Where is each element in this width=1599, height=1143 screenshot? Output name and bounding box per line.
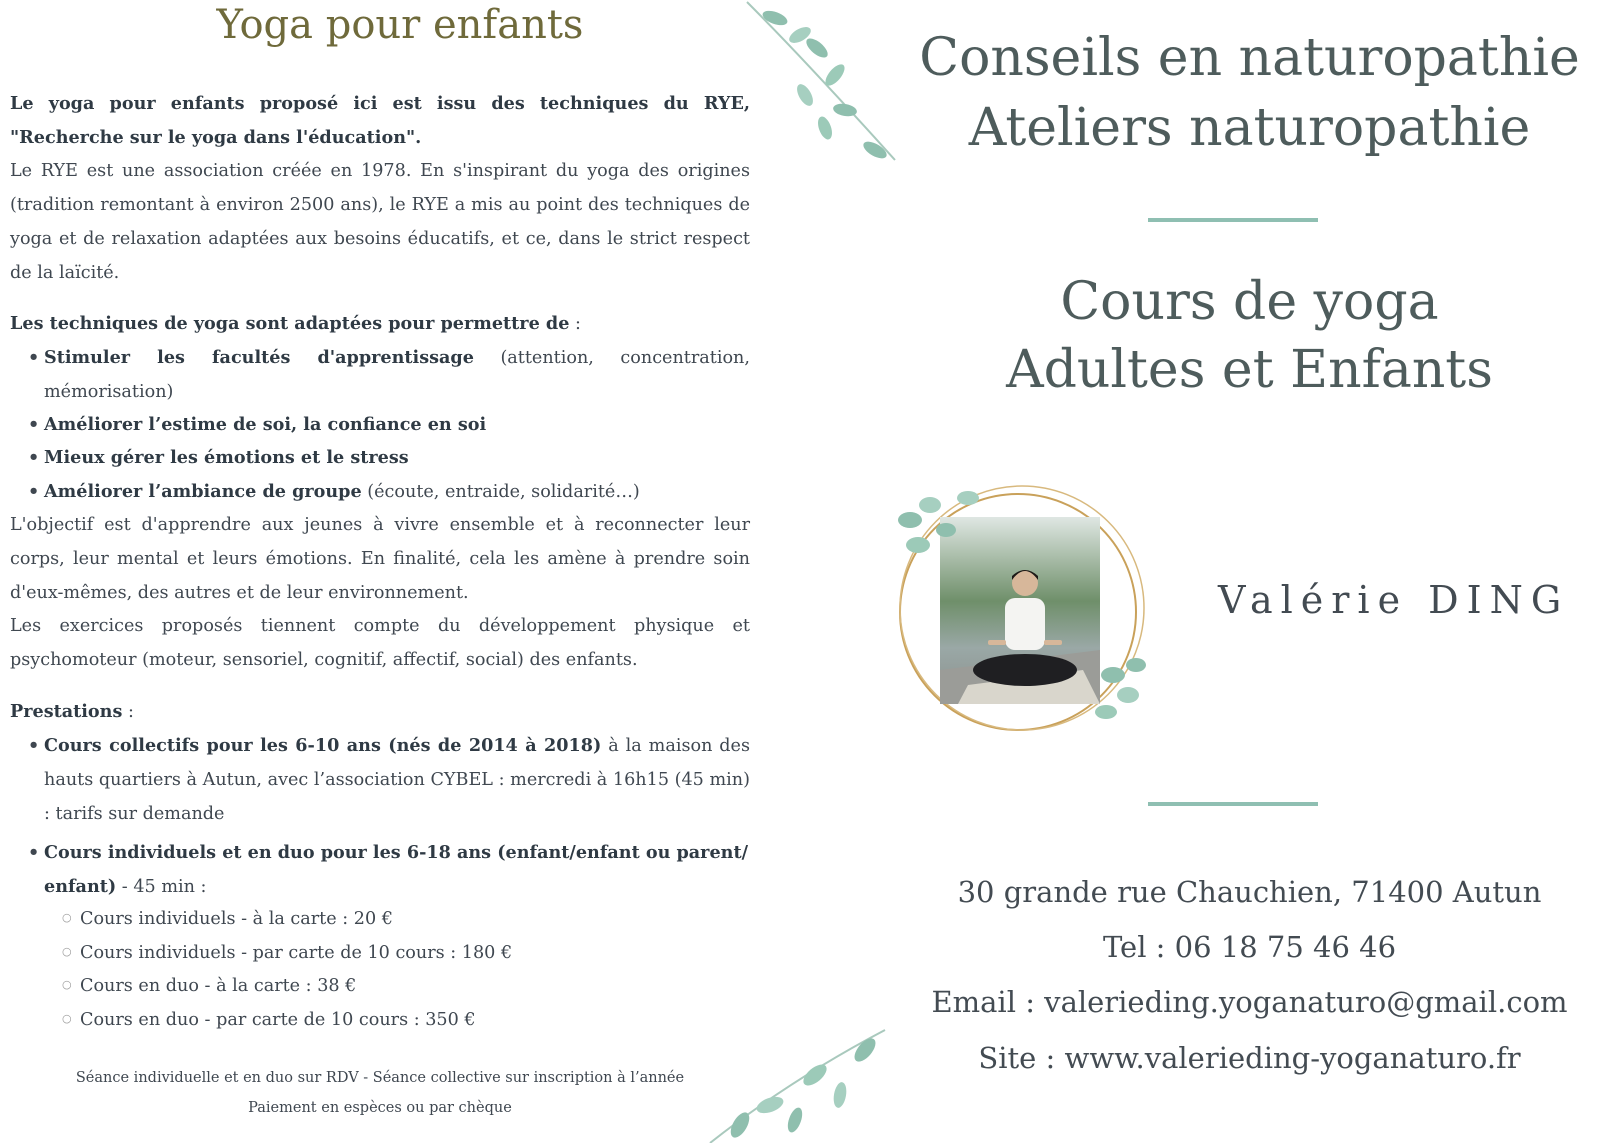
person-name: Valérie DING: [1218, 578, 1570, 622]
exercises-paragraph: Les exercices proposés tiennent compte du développement physique et psychomoteur (moteur, sensoriel, cognitif, affectif, social) des enfants.: [10, 616, 750, 670]
objective-paragraph: L'objectif est d'apprendre aux jeunes à vivre ensemble et à reconnecter leur corps, leur mental et leurs émotions. En finalité, cela les amène à prendre soin d'eux-mêmes, des autres et de leur environnement.: [10, 515, 750, 603]
list-item: • Stimuler les facultés d'apprentissage (attention, concentration, mémorisation): [44, 341, 750, 409]
list-item: • Cours collectifs pour les 6-10 ans (nés de 2014 à 2018) à la maison des hauts quartiers à Autun, avec l’association CYBEL : mercredi à 16h15 (45 min) : tarifs sur demande: [44, 729, 750, 831]
left-column: [10, 0, 750, 1143]
price-item: ○ Cours individuels - par carte de 10 cours : 180 €: [80, 936, 740, 970]
list-item: • Cours individuels et en duo pour les 6-18 ans (enfant/enfant ou parent/ enfant) - 45 min :: [44, 836, 750, 904]
list-item: • Mieux gérer les émotions et le stress: [44, 441, 750, 475]
heading-workshops: Ateliers naturopathie: [968, 98, 1531, 158]
footer-note: Séance individuelle et en duo sur RDV - Séance collective sur inscription à l’année: [75, 1070, 685, 1086]
divider-top: [1148, 218, 1318, 222]
heading-audience: Adultes et Enfants: [1006, 340, 1493, 400]
price-item: ○ Cours en duo - à la carte : 38 €: [80, 969, 740, 1003]
website: Site : www.valerieding-yoganaturo.fr: [978, 1041, 1521, 1075]
intro-bold: Le yoga pour enfants proposé ici est issu des techniques du RYE, "Recherche sur le yoga dans l'éducation".: [10, 93, 750, 148]
divider-bottom: [1148, 802, 1318, 806]
email: Email : valerieding.yoganaturo@gmail.com: [931, 985, 1568, 1019]
rye-paragraph: Le RYE est une association créée en 1978. En s'inspirant du yoga des origines (tradition remontant à environ 2500 ans), le RYE a mis au point des techniques de yoga et de relaxation adaptées aux besoins éducatifs, et ce, dans le strict respect de la laïcité.: [10, 161, 750, 283]
prestations-heading: Prestations :: [10, 701, 134, 722]
footer-payment: Paiement en espèces ou par chèque: [248, 1100, 512, 1116]
meditation-photo: [940, 517, 1100, 704]
phone: Tel : 06 18 75 46 46: [1102, 930, 1397, 964]
page-title: Yoga pour enfants: [216, 2, 584, 48]
intro-paragraph: [10, 87, 750, 155]
price-item: ○ Cours individuels - à la carte : 20 €: [80, 902, 740, 936]
address: 30 grande rue Chauchien, 71400 Autun: [957, 875, 1542, 909]
techniques-heading: Les techniques de yoga sont adaptées pour permettre de :: [10, 313, 581, 334]
heading-yoga: Cours de yoga: [1060, 272, 1439, 332]
eucalyptus-leaf-icon: [745, 0, 905, 170]
eucalyptus-leaf-icon: [700, 1020, 890, 1143]
gold-ring-frame: [888, 480, 1158, 745]
list-item: • Améliorer l’estime de soi, la confiance en soi: [44, 408, 750, 442]
list-item: • Améliorer l’ambiance de groupe (écoute, entraide, solidarité…): [44, 475, 750, 509]
price-item: ○ Cours en duo - par carte de 10 cours : 350 €: [80, 1003, 740, 1037]
heading-naturopathy: Conseils en naturopathie: [919, 28, 1580, 88]
